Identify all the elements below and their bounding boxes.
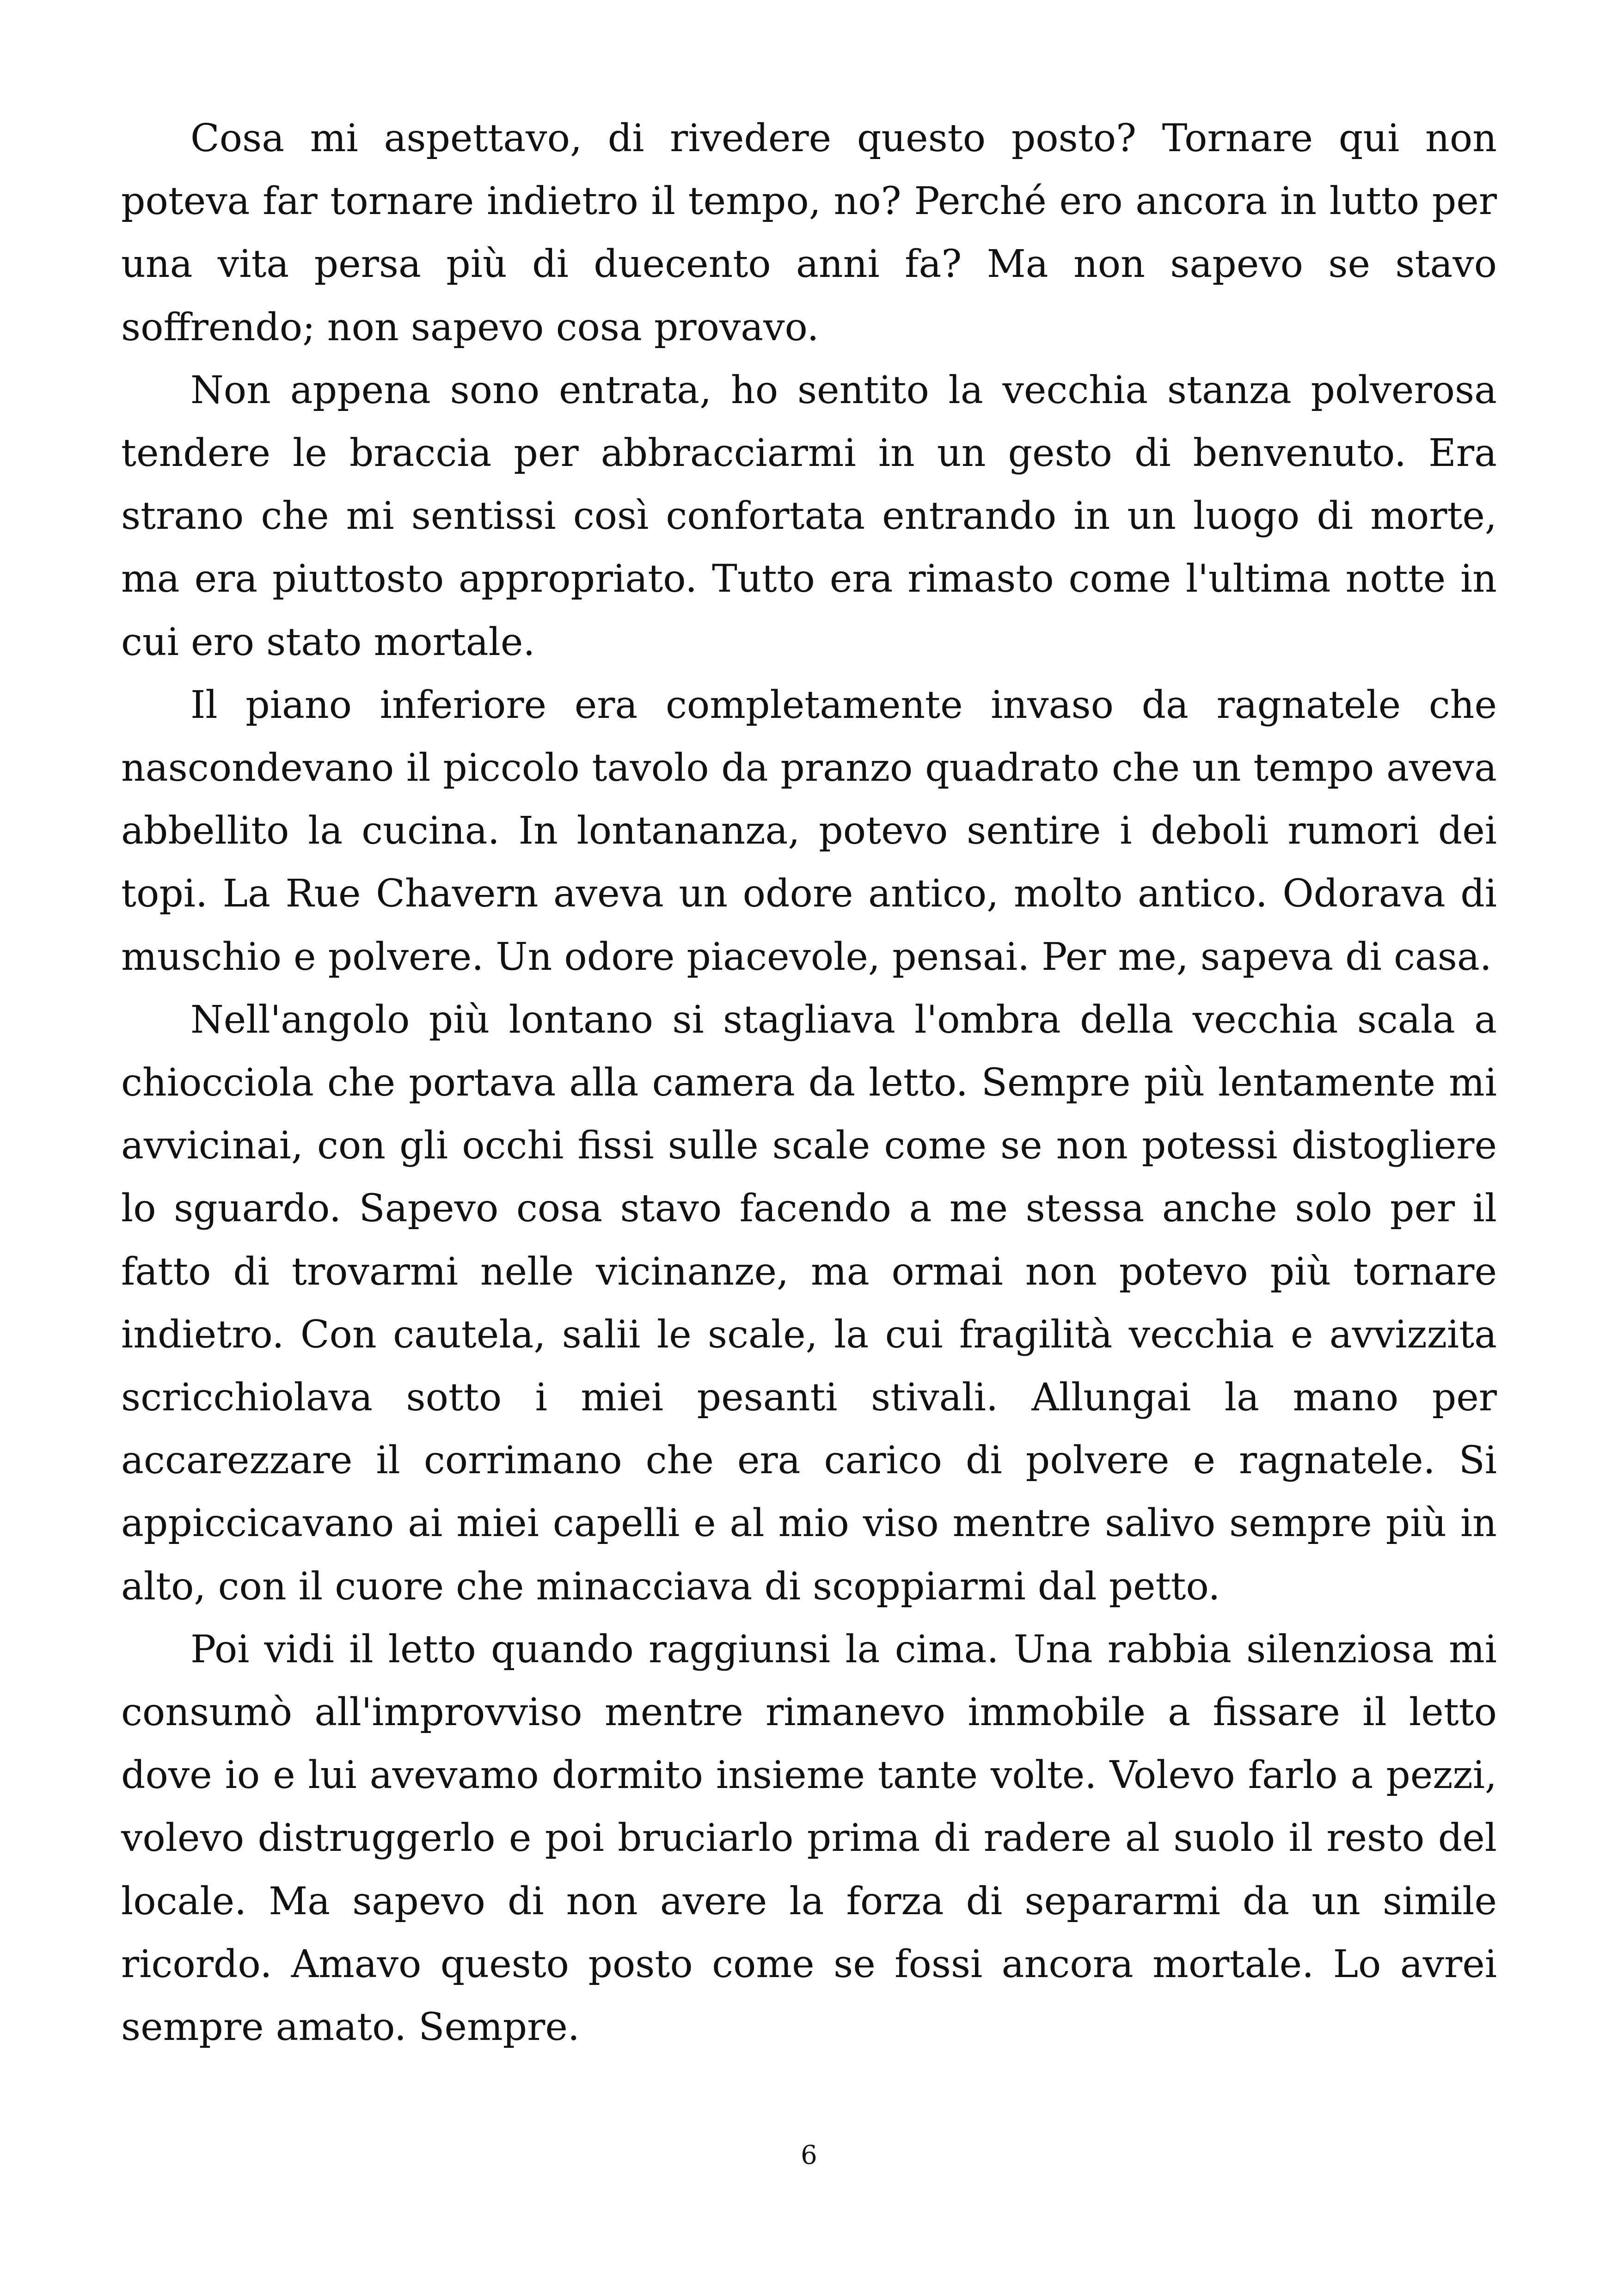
paragraph: Il piano inferiore era completamente invaso da ragnatele che nascondevano il piccolo tavolo da pranzo quadrato che un tempo aveva abbellito la cucina. In lontananza, potevo sentire i deboli rumori dei topi. La Rue Chavern aveva un odore antico, molto antico. Odorava di muschio e polvere. Un odore piacevole, pensai. Per me, sapeva di casa. [121,683,1497,979]
paragraph: Nell'angolo più lontano si stagliava l'ombra della vecchia scala a chiocciola che portava alla camera da letto. Sempre più lentamente mi avvicinai, con gli occhi fissi sulle scale come se non potessi distogliere lo sguardo. Sapevo cosa stavo facendo a me stessa anche solo per il fatto di trovarmi nelle vicinanze, ma ormai non potevo più tornare indietro. Con cautela, salii le scale, la cui fragilità vecchia e avvizzita scricchiolava sotto i miei pesanti stivali. Allungai la mano per accarezzare il corrimano che era carico di polvere e ragnatele. Si appiccicavano ai miei capelli e al mio viso mentre salivo sempre più in alto, con il cuore che minacciava di scoppiarmi dal petto. [121,998,1497,1609]
paragraph: Cosa mi aspettavo, di rivedere questo posto? Tornare qui non poteva far tornare indietro il tempo, no? Perché ero ancora in lutto per una vita persa più di duecento anni fa? Ma non sapevo se stavo soffrendo; non sapevo cosa provavo. [121,116,1497,349]
body-text [121,107,1497,2059]
paragraph: Non appena sono entrata, ho sentito la vecchia stanza polverosa tendere le braccia per abbracciarmi in un gesto di benvenuto. Era strano che mi sentissi così confortata entrando in un luogo di morte, ma era piuttosto appropriato. Tutto era rimasto come l'ultima notte in cui ero stato mortale. [121,368,1497,664]
paragraph: Poi vidi il letto quando raggiunsi la cima. Una rabbia silenziosa mi consumò all'improvviso mentre rimanevo immobile a fissare il letto dove io e lui avevamo dormito insieme tante volte. Volevo farlo a pezzi, volevo distruggerlo e poi bruciarlo prima di radere al suolo il resto del locale. Ma sapevo di non avere la forza di separarmi da un simile ricordo. Amavo questo posto come se fossi ancora mortale. Lo avrei sempre amato. Sempre. [121,1627,1497,2050]
page-number: 6 [801,2140,817,2170]
